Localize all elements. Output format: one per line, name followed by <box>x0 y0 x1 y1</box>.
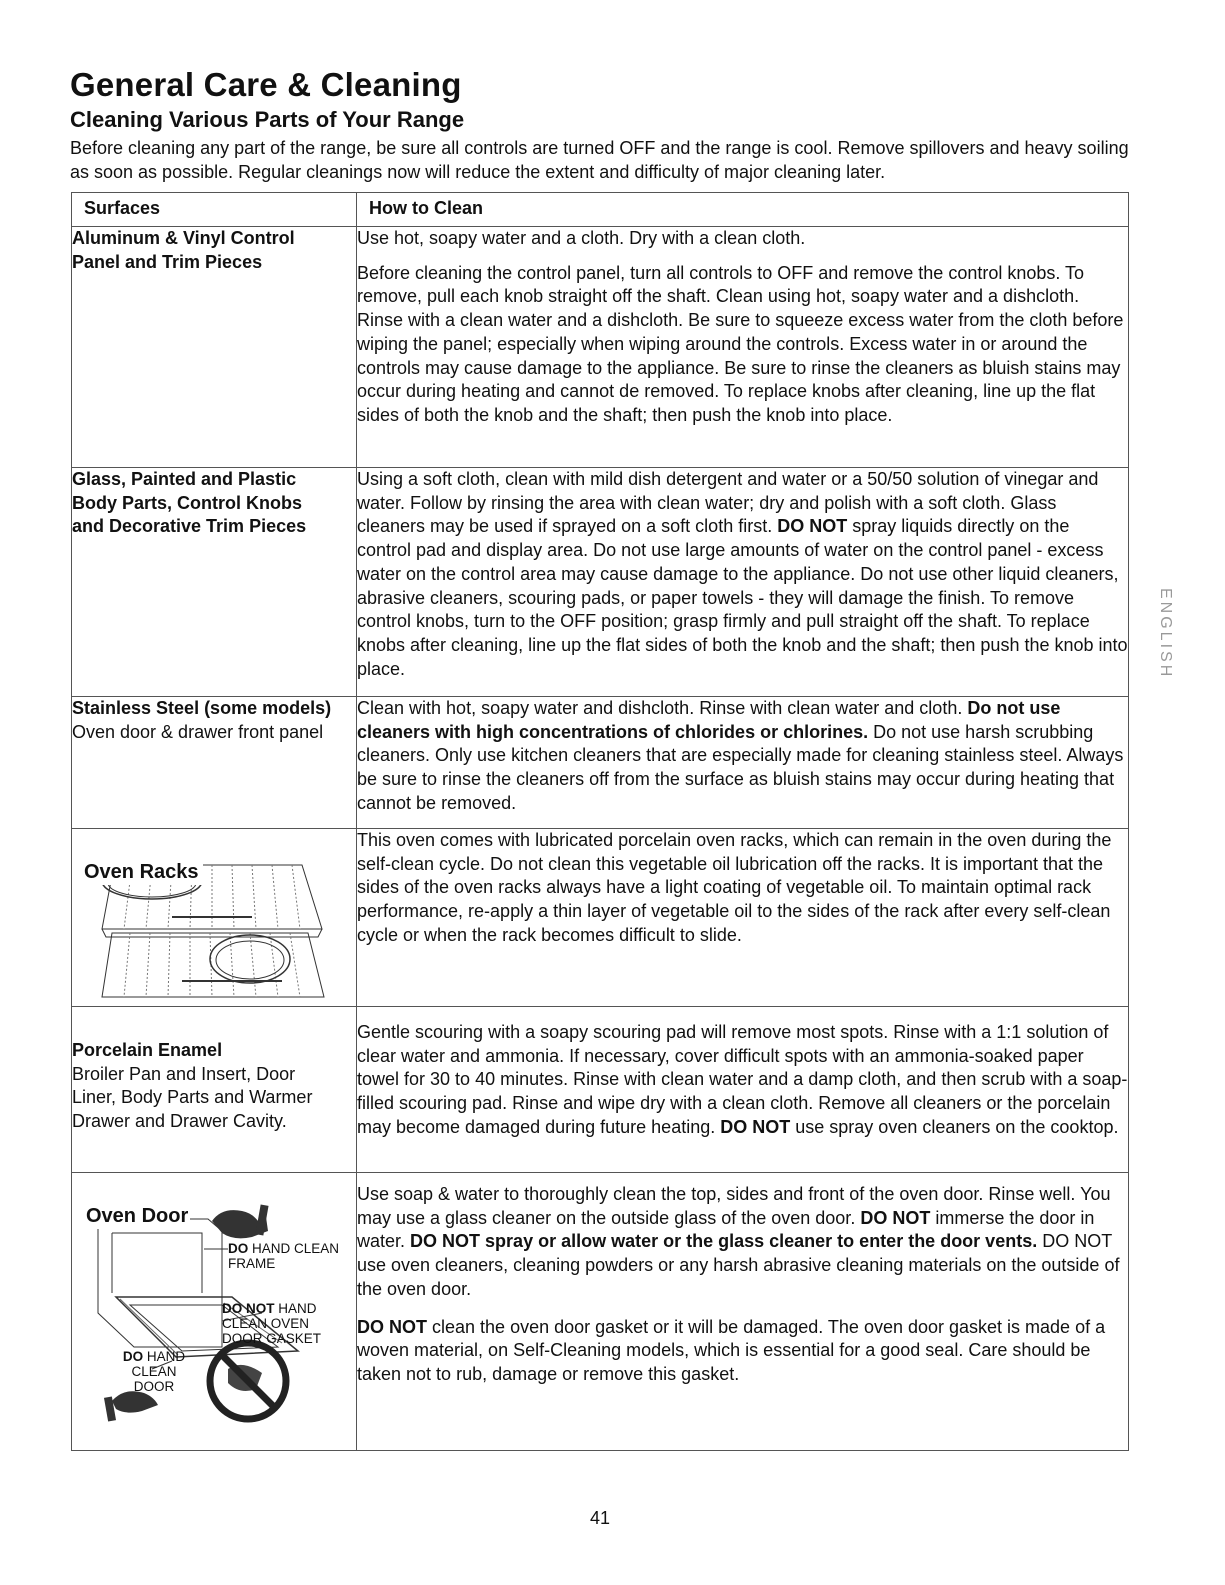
warning-text: DO NOT <box>777 516 848 537</box>
callout-strong: DO <box>122 1349 144 1364</box>
cleaning-table <box>71 192 1129 1451</box>
instructions-cell <box>357 697 1129 829</box>
surface-name: Porcelain Enamel <box>72 1040 223 1060</box>
callout-door <box>118 1349 190 1394</box>
callout-frame <box>228 1241 348 1271</box>
instruction-part: DO NOT use oven cleaners, cleaning powders or any harsh abrasive cleaning materials on the outside of the oven door. <box>357 1231 1120 1299</box>
callout-gasket <box>222 1301 342 1346</box>
oven-rack-drawing <box>72 829 356 1005</box>
warning-text: DO NOT <box>860 1207 931 1228</box>
table-row <box>72 468 1129 697</box>
instructions-cell <box>357 829 1129 1007</box>
page-title: General Care & Cleaning <box>70 66 462 103</box>
instruction-part: clean the oven door gasket or it will be damaged. The oven door gasket is made of a woven material, on Self-Cleaning models, which is essential for a good seal. Care should be taken not to rub, damage or remove this gasket. <box>357 1316 1106 1384</box>
instruction-text: Use hot, soapy water and a cloth. Dry with a clean cloth. <box>357 228 806 248</box>
surface-name: Aluminum & Vinyl Control Panel and Trim Pieces <box>72 228 295 272</box>
surface-cell <box>72 468 357 697</box>
table-row <box>72 227 1129 468</box>
warning-text: DO NOT <box>357 1316 427 1337</box>
surface-cell <box>72 227 357 468</box>
instructions-cell <box>357 468 1129 697</box>
surface-cell <box>72 829 357 1007</box>
surface-cell <box>72 697 357 829</box>
instruction-text <box>357 468 1128 681</box>
surface-name: Oven Racks <box>84 861 203 885</box>
instruction-part: use spray oven cleaners on the cooktop. <box>795 1116 1119 1137</box>
instruction-text: Before cleaning the control panel, turn all controls to OFF and remove the control knobs. To remove, pull each knob straight off the shaft. Clean using hot, soapy water and a dishcloth. Rinse with a clean water and a dishcloth. Be sure to squeeze excess water from the cloth before wiping the panel; especially when wiping around the controls. Excess water in or around the controls may cause damage to the appliance. Be sure to rinse the cleaners as bluish stains may occur during heating and cannot de removed. To replace knobs after cleaning, line up the flat sides of both the knob and the shaft; then push the knob into place. <box>357 262 1124 425</box>
table-header-row <box>72 193 1129 227</box>
instruction-part: Using a soft cloth, clean with mild dish detergent and water or a 50/50 solution of vinegar and water. Follow by rinsing the area with clean water; dry and polish with a soft cloth. Glass cleaners may be used if sprayed on a soft cloth first. <box>357 469 1099 537</box>
warning-text: DO NOT <box>720 1116 791 1137</box>
warning-text: Do not use cleaners with high concentrations of chlorides or chlorines. <box>357 698 1061 742</box>
surface-detail: Oven door & drawer front panel <box>72 721 324 742</box>
instruction-text: This oven comes with lubricated porcelain oven racks, which can remain in the oven during the self-clean cycle. Do not clean this vegetable oil lubrication off the racks. It is important that the sides of the oven racks always have a light coating of vegetable oil. To maintain optimal rack performance, re-apply a thin layer of vegetable oil to the sides of the rack after every self-clean cycle or when the rack becomes difficult to slide. <box>357 830 1112 945</box>
instruction-part: immerse the door in water. <box>357 1207 1095 1252</box>
section-title: Cleaning Various Parts of Your Range <box>70 107 465 132</box>
header-how-to-clean: How to Clean <box>357 193 1129 227</box>
callout-strong: DO NOT <box>222 1301 275 1316</box>
surface-name: Glass, Painted and Plastic Body Parts, Control Knobs and Decorative Trim Pieces <box>72 469 307 537</box>
surface-cell <box>72 1173 357 1451</box>
instruction-text <box>357 1021 1128 1140</box>
table-row <box>72 829 1129 1007</box>
instruction-text <box>357 1316 1128 1387</box>
surface-detail: Broiler Pan and Insert, Door Liner, Body Parts and Warmer Drawer and Drawer Cavity. <box>72 1063 313 1132</box>
instructions-cell <box>357 1173 1129 1451</box>
instruction-part: Use soap & water to thoroughly clean the top, sides and front of the oven door. Rinse well. You may use a glass cleaner on the outside glass of the oven door. <box>357 1184 1111 1228</box>
surface-cell <box>72 1007 357 1173</box>
intro-paragraph: Before cleaning any part of the range, be sure all controls are turned OFF and the range is cool. Remove spillovers and heavy soiling as soon as possible. Regular cleanings now will reduce the extent and difficulty of major cleaning later. <box>70 138 1129 182</box>
instructions-cell <box>357 1007 1129 1173</box>
oven-door-illustration <box>72 1173 356 1449</box>
instruction-text <box>357 697 1128 816</box>
warning-text: DO NOT spray or allow water or the glass cleaner to enter the door vents. <box>410 1231 1038 1252</box>
instruction-text <box>357 1183 1128 1302</box>
table-row <box>72 1007 1129 1173</box>
callout-text: HAND CLEAN FRAME <box>228 1241 340 1271</box>
surface-name: Oven Door <box>86 1205 189 1227</box>
callout-text: HAND CLEAN DOOR <box>131 1349 186 1394</box>
table-row <box>72 697 1129 829</box>
language-side-tab <box>1148 588 1184 708</box>
table-row <box>72 1173 1129 1451</box>
callout-strong: DO <box>228 1241 249 1256</box>
instruction-part: Do not use harsh scrubbing cleaners. Only use kitchen cleaners that are especially made for cleaning stainless steel. Always be sure to rinse the cleaners off from the surface as bluish stains may occur during heating that cannot be removed. <box>357 721 1124 813</box>
callout-text: HAND CLEAN OVEN DOOR GASKET <box>222 1301 322 1346</box>
page-number: 41 <box>589 1508 611 1528</box>
surface-name: Stainless Steel (some models) <box>72 698 332 718</box>
oven-racks-illustration <box>72 829 356 1005</box>
side-tab-label: ENGLISH <box>1157 588 1174 680</box>
instruction-part: Gentle scouring with a soapy scouring pad will remove most spots. Rinse with a 1:1 solution of clear water and ammonia. If necessary, cover difficult spots with an ammonia-soaked paper towel for 30 to 40 minutes. Rinse with clean water and a damp cloth, and then scrub with a soap-filled scouring pad. Rinse and wipe dry with a clean cloth. Remove all cleaners or the porcelain may become damaged during future heating. <box>357 1022 1128 1137</box>
instructions-cell <box>357 227 1129 468</box>
instruction-part: Clean with hot, soapy water and dishcloth. Rinse with clean water and cloth. <box>357 698 963 718</box>
instruction-part: spray liquids directly on the control pad and display area. Do not use large amounts of water on the control panel - excess water on the control area may cause damage to the appliance. Do not use other liquid cleaners, abrasive cleaners, scouring pads, or paper towels - they will damage the finish. To remove control knobs, turn to the OFF position; grasp firmly and pull straight off the shaft. To replace knobs after cleaning, line up the flat sides of both the knob and the shaft; then push the knob into place. <box>357 516 1128 679</box>
header-surfaces: Surfaces <box>72 193 357 227</box>
